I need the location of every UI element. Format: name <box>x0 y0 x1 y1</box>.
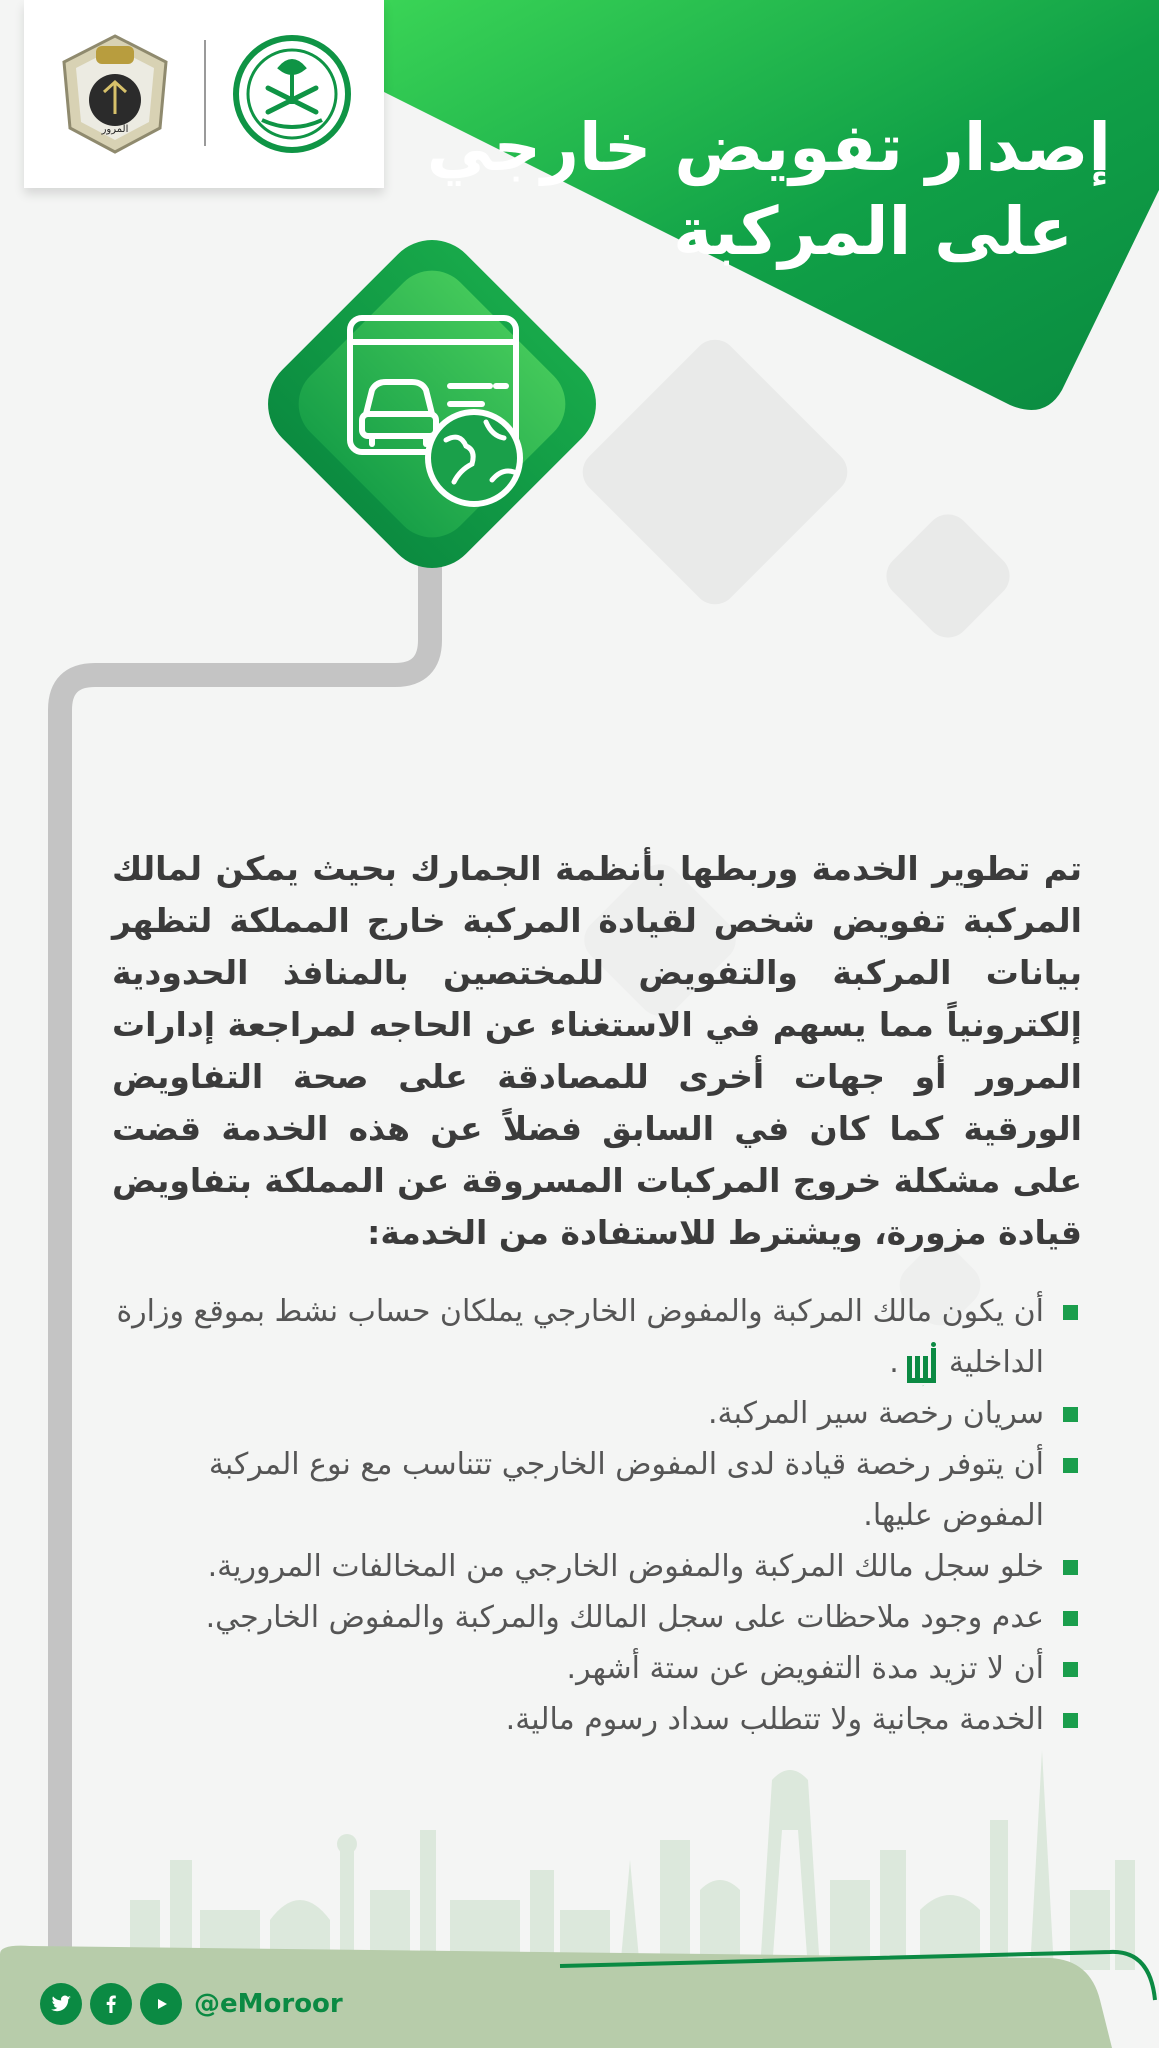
absher-logo <box>905 1342 943 1386</box>
svg-text:المرور: المرور <box>101 124 129 135</box>
absher-logo-text: أبشر <box>921 1385 924 1387</box>
requirement-text: أن يكون مالك المركبة والمفوض الخارجي يملكان حساب نشط بموقع وزارة الداخلية <box>116 1294 1044 1380</box>
social-handle[interactable]: @eMoroor <box>194 1989 343 2019</box>
requirements-list <box>112 1286 1082 1745</box>
list-item: أن لا تزيد مدة التفويض عن ستة أشهر. <box>112 1643 1082 1694</box>
list-item <box>112 1286 1082 1388</box>
title-line-1: إصدار تفويض خارجي <box>426 109 1111 187</box>
twitter-icon[interactable] <box>40 1983 82 2025</box>
logo-divider <box>204 40 206 146</box>
title-line-2: على المركبة <box>673 193 1073 271</box>
list-item: خلو سجل مالك المركبة والمفوض الخارجي من المخالفات المرورية. <box>112 1541 1082 1592</box>
ministry-emblem <box>232 34 352 154</box>
logo-card <box>24 0 384 188</box>
city-skyline-decoration <box>0 1740 1159 1970</box>
intro-paragraph: تم تطوير الخدمة وربطها بأنظمة الجمارك بحيث يمكن لمالك المركبة تفويض شخص لقيادة المركبة خارج المملكة لتظهر بيانات المركبة والتفويض للمختصين بالمنافذ الحدودية إلكترونياً مما يسهم في الاستغناء عن الحاجه لمراجعة إدارات المرور أو جهات أخرى للمصادقة على صحة التفاويض الورقية كما كان في السابق فضلاً عن هذه الخدمة قضت على مشكلة خروج المركبات المسروقة عن المملكة بتفاويض قيادة مزورة، ويشترط للاستفادة من الخدمة: <box>112 849 1082 1252</box>
list-item: أن يتوفر رخصة قيادة لدى المفوض الخارجي تتناسب مع نوع المركبة المفوض عليها. <box>112 1439 1082 1541</box>
facebook-icon[interactable] <box>90 1983 132 2025</box>
youtube-icon[interactable] <box>140 1983 182 2025</box>
decorative-diamond <box>877 505 1018 646</box>
list-item: الخدمة مجانية ولا تتطلب سداد رسوم مالية. <box>112 1694 1082 1745</box>
social-links <box>40 1982 343 2026</box>
list-item: عدم وجود ملاحظات على سجل المالك والمركبة والمفوض الخارجي. <box>112 1592 1082 1643</box>
traffic-police-emblem <box>56 32 174 156</box>
list-item: سريان رخصة سير المركبة. <box>112 1388 1082 1439</box>
requirement-text-end: . <box>889 1345 899 1380</box>
vehicle-authorization-icon <box>246 218 618 590</box>
